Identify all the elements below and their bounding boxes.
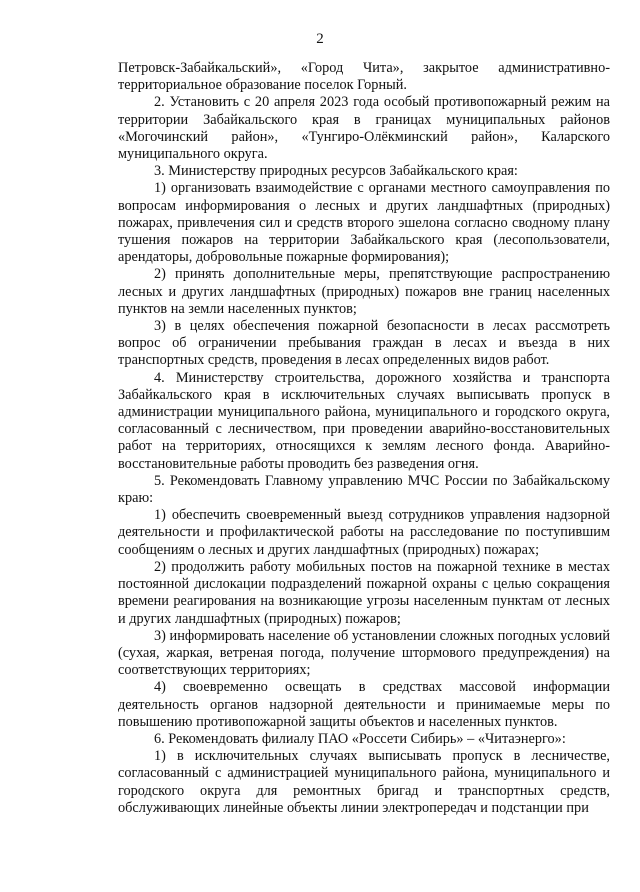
paragraph: Петровск-Забайкальский», «Город Чита», закрытое административно-территориальное образование поселок Горный. <box>118 60 610 94</box>
paragraph: 3. Министерству природных ресурсов Забайкальского края: <box>154 163 518 180</box>
paragraph: 4) своевременно освещать в средствах массовой информации деятельность органов надзорной деятельности и принимаемые меры по повышению противопожарной защиты объектов и населенных пунктов. <box>118 679 610 730</box>
paragraph: 1) в исключительных случаях выписывать пропуск в лесничестве, согласованный с администрацией муниципального района, муниципального и городского округа для ремонтных бригад и транспортных средств, обслуживающих линейные объекты линии электропередач и подстанции при <box>118 748 610 816</box>
paragraph: 1) обеспечить своевременный выезд сотрудников управления надзорной деятельности и профилактической работы на расследование по поступившим сообщениям о лесных и других ландшафтных (природных) пожарах; <box>118 507 610 558</box>
paragraph: 1) организовать взаимодействие с органами местного самоуправления по вопросам информирования о лесных и других ландшафтных (природных) пожарах, привлечения сил и средств второго эшелона согласно сводному плану тушения пожаров на территории Забайкальского края (лесопользователи, арендаторы, добровольные пожарные формирования); <box>118 180 610 266</box>
document-body <box>118 60 610 817</box>
paragraph: 2) продолжить работу мобильных постов на пожарной технике в местах постоянной дислокации подразделений пожарной охраны с целью сокращения времени реагирования на возникающие угрозы населенным пунктам от лесных и других ландшафтных (природных) пожаров; <box>118 558 610 627</box>
paragraph: 2) принять дополнительные меры, препятствующие распространению лесных и других ландшафтных (природных) пожаров вне границ населенных пунктов на земли населенных пунктов; <box>118 266 610 317</box>
paragraph: 3) в целях обеспечения пожарной безопасности в лесах рассмотреть вопрос об ограничении пребывания граждан в лесах и въезда в них транспортных средств, проведения в лесах определенных видов работ. <box>118 318 610 369</box>
paragraph: 2. Установить с 20 апреля 2023 года особый противопожарный режим на территории Забайкальского края в границах муниципальных районов «Могочинский район», «Тунгиро-Олёкминский район», Каларского муниципального округа. <box>118 94 610 163</box>
paragraph: 4. Министерству строительства, дорожного хозяйства и транспорта Забайкальского края в исключительных случаях выписывать пропуск в администрации муниципального района, муниципального и городского округа, согласованный с лесничеством, при проведении аварийно-восстановительных работ на территориях, относящихся к землям лесного фонда. Аварийно-восстановительные работы проводить без разведения огня. <box>118 369 610 472</box>
paragraph: 5. Рекомендовать Главному управлению МЧС России по Забайкальскому краю: <box>118 472 610 507</box>
paragraph: 3) информировать население об установлении сложных погодных условий (сухая, жаркая, ветреная погода, получение штормового предупреждения) на соответствующих территориях; <box>118 627 610 679</box>
page-number: 2 <box>316 31 324 47</box>
paragraph: 6. Рекомендовать филиалу ПАО «Россети Сибирь» – «Читаэнерго»: <box>154 730 566 747</box>
